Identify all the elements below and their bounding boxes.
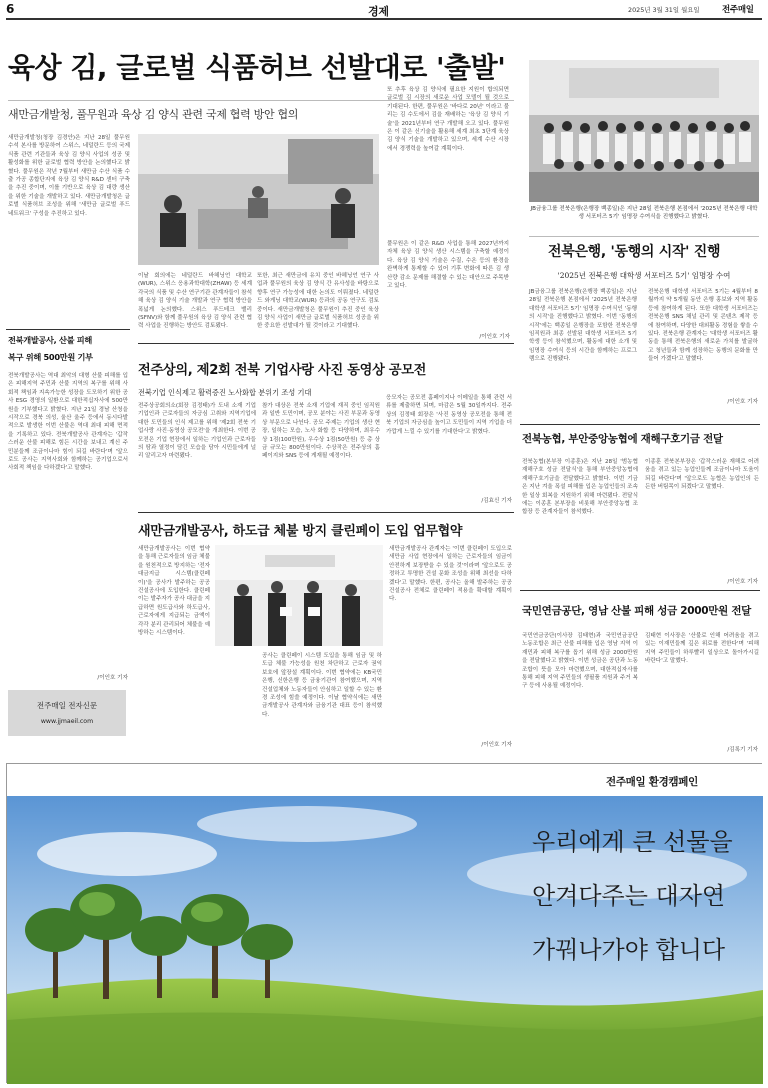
bank-byline: /이인호 기자 <box>727 399 758 405</box>
lead-text-col-2: 이날 회의에는 네덜란드 바헤닝언 대학교(WUR), 스위스 응용과학대학(ZHAW) 등 세계 각국의 식품 및 수산 연구기관 관계자들이 참석해 육상 김 양식 기술 개발과 연구 협력 방안을 폭넓게 논의했다. 스위스 푸드테크 밸리(SFNV)와 함께 풀무원의 육상 김 양식 관련 협력 사업을 진행하는 방안도 검토됐다. <box>138 273 252 330</box>
middle-subheadline: 전북기업 인식제고 활력증진 노사화합 분위기 조성 기대 <box>138 388 312 397</box>
section-title: 경제 <box>368 5 389 18</box>
lead-text-col-5: 또 추후 육상 김 양식에 필요한 지원이 합의되면 글로벌 김 시장의 새로운 사업 모델이 될 것으로 기대된다. 한편, 풀무원은 '바다로 20년' 이라고 불리는 김 수도에서 김을 재배하는 '육상 김 양식 기술'을 2021년부터 연구 개발해 오고 있다. 풀무원은 이 같은 신기술을 활용해 세계 최초 3단계 육상 김 양식 기술을 개발하고 있으며, 세계 수산 시장에서 경쟁력을 높여갈 계획이다. <box>387 87 509 152</box>
nh-headline: 전북농협, 부안중앙농협에 재해구호기금 전달 <box>522 433 723 445</box>
campaign-title: 전주매일 환경캠페인 <box>606 776 698 788</box>
nh-text-col-1: 전북농협(본부장 이종훈)은 지난 28일 '범농협 재해구호 성금 전달식'을 통해 부안중앙농협에 재해구호기금을 전달했다고 밝혔다. 이번 기금은 지난 겨울 폭설 피해를 입은 농업인들의 조속한 일상 회복을 지원하기 위해 마련됐다. 전달식에는 이종훈 본부장을 비롯해 부안중앙농협 조합장 등 관계자들이 참석했다. <box>522 459 638 516</box>
e-paper-ad[interactable] <box>8 690 126 736</box>
nh-text-col-2: 이종훈 전북본부장은 '갑작스러운 재해로 어려움을 겪고 있는 농업인들께 조금이나마 도움이 되길 바란다'며 '앞으로도 농협은 농업인의 든든한 버팀목이 되겠다'고 말했다. <box>645 459 759 491</box>
campaign-line-3: 가꿔나가야 합니다 <box>532 936 726 964</box>
campaign-line-1: 우리에게 큰 선물을 <box>532 828 733 856</box>
lead-text-col-3: 또한, 최근 새만금에 유치 중인 바헤닝언 연구 사업과 풀무원의 육상 김 양식 간 유사성을 바탕으로 향후 연구 가능성에 대한 논의도 이뤄졌다. 네덜란드 와게닝 대학교(WUR) 등과의 공동 연구도 검토 중이다. 새만금개발청은 풀무원이 추진 중인 육상 김 양식 사업이 새만금 글로벌 식품허브 성공을 위한 중요한 선발대가 될 것이라고 기대했다. <box>257 273 379 330</box>
nps-text-col-2: 김태현 이사장은 '산불로 인해 어려움을 겪고 있는 이재민들께 깊은 위로를 전한다'며 '피해 지역 주민들이 하루빨리 일상으로 돌아가시길 바란다'고 말했다. <box>645 633 759 665</box>
page-number: 6 <box>6 2 15 16</box>
sidebar-body: 전북개발공사는 역대 최악의 대형 산불 피해를 입은 피해지역 주민과 산불 지역의 복구를 위해 사회적 책임과 지속가능한 성장을 도모하기 위한 공사 ESG 경영의 일환으로 대한적십자사에 500만원을 기부했다고 밝혔다. 지난 21일 경남 산청을 시작으로 경북 의성, 울산 울주 등에서 동시다발적으로 발생한 이번 산불은 역대 최대 피해 면적을 기록하고 있다. 전북개발공사 관계자는 '갑작스러운 산불 피해로 힘든 시간을 보내고 계신 주민분들께 조금이나마 힘이 되길 바란다'며 '앞으로도 공사는 지역사회와 함께하는 공기업으로서 사회적 책임을 다하겠다'고 말했다. <box>8 373 128 472</box>
lead-text-col-1: 새만금개발청(청장 김경안)은 지난 28일 풀무원 수석 본사를 방문하여 스위스, 네덜란드 등의 국제 식품 관련 기관들과 육상 김 양식 사업의 성공 및 활성화를 위한 글로벌 협력 방안을 논의했다고 밝혔다. 풀무원은 작년 7월부터 새만금 수산 식품 수출 가공 종합단지에 육상 김 양식 R&D 센터 구축을 추진 중이며, 이를 기반으로 육상 김 대량 생산을 위한 기술을 개발하고 있다. 새만금개발청은 글로벌 식품허브 조성을 위해 '새만금 글로벌 푸드 네트워크' 구성을 추진하고 있다. <box>8 135 130 217</box>
bottom-top-rule <box>138 512 514 513</box>
nh-top-rule <box>520 424 760 425</box>
bank-photo <box>529 60 759 202</box>
middle-headline: 전주상의, 제2회 전북 기업사랑 사진 동영상 공모전 <box>138 363 427 378</box>
bottom-byline: /이인호 기자 <box>481 742 512 748</box>
sidebar-subheadline: 복구 위해 500만원 기부 <box>8 352 93 362</box>
nh-byline: /이인호 기자 <box>727 579 758 585</box>
bottom-headline: 새만금개발공사, 하도급 체불 방지 클린페이 도입 업무협약 <box>138 524 463 539</box>
sidebar-top-rule <box>6 329 130 330</box>
issue-date: 2025년 3월 31일 월요일 <box>628 6 700 14</box>
lead-text-col-6: 풀무원은 이 같은 R&D 사업을 통해 2027년까지 자체 육상 김 양식 생산 시스템을 구축할 예정이다. 육상 김 양식 기술은 수질, 수온 등의 환경을 완벽하게 통제할 수 있어 기후 변화에 따른 김 생산량 감소 문제를 해결할 수 있는 대안으로 주목받고 있다. <box>387 241 509 289</box>
bank-text-col-2: 전북은행 대학생 서포터즈 5기는 4월부터 8월까지 약 5개월 동안 은행 홍보와 지역 활동 등에 참여하게 된다. 또한 대학생 서포터즈는 전북은행 SNS 채널 관리 및 콘텐츠 제작 등에 참여하며, 다양한 대외활동 경험을 쌓을 수 있다. 전북은행 관계자는 '대학생 서포터즈 활동을 통해 전북은행의 새로운 가치를 발굴하고 청년들과 함께 성장하는 동행의 문화를 만들어 가겠다'고 말했다. <box>648 289 758 363</box>
nps-top-rule <box>520 590 760 591</box>
middle-text-col-1: 전주상공회의소(회장 김정태)가 도내 소재 기업 기업인과 근로자들의 자긍심 고취와 지역기업에 대한 도민들의 인식 제고를 위해 '제2회 전북 기업사랑 사진·동영상 공모전'을 개최한다. 이번 공모전은 기업 현장에서 일하는 기업인과 근로자들의 땀과 열정이 담긴 모습을 담아 시민들에게 널리 알리고자 마련됐다. <box>138 403 256 460</box>
bank-text-col-1: JB금융그룹 전북은행(은행장 백종일)은 지난 28일 전북은행 본점에서 '2025년 전북은행 대학생 서포터즈 5기' 임명장 수여식인 '동행의 시작'을 진행했다고 밝혔다. 이번 '동행의 시작'에는 백종일 은행장을 포함한 전북은행 임직원과 최종 선발된 대학생 서포터즈 5기 학생 등이 참석했으며, 활동에 대한 소개 및 임명장 수여식 등의 시간을 함께하는 프로그램으로 진행됐다. <box>529 289 637 363</box>
lead-byline: /이인호 기자 <box>479 334 510 340</box>
nps-text-col-1: 국민연금공단(이사장 김태현)과 국민연금공단 노동조합은 최근 산불 피해를 입은 영남 지역 이재민과 피해 복구를 돕기 위해 성금 2000만원을 전달했다고 밝혔다. 이번 성금은 공단과 노동조합이 뜻을 모아 마련했으며, 대한적십자사를 통해 피해 지역 주민들의 생필품 지원과 주거 복구 등에 사용될 예정이다. <box>522 633 638 690</box>
bottom-text-col-1: 새만금개발공사는 이번 협약을 통해 근로자들의 임금 체불을 원천적으로 방지하는 '전자대금지급 시스템(클린페이)'을 공사가 발주하는 공공 건설공사에 도입한다. 클린페이는 발주자가 공사 대금을 지급하면 원도급사와 하도급사, 근로자에게 지급되는 금액이 각각 분리 관리되어 체불을 예방하는 시스템이다. <box>138 546 210 636</box>
sidebar-headline: 전북개발공사, 산불 피해 <box>8 335 93 345</box>
agreement-photo <box>215 545 383 646</box>
campaign-line-2: 안겨다주는 대자연 <box>532 882 726 910</box>
lead-headline: 육상 김, 글로벌 식품허브 선발대로 '출발' <box>8 51 506 84</box>
nps-byline: /김록기 기자 <box>727 747 758 753</box>
campaign-ad <box>6 763 762 1083</box>
lead-photo <box>138 134 379 265</box>
bank-photo-caption: JB금융그룹 전북은행(은행장 백종일)은 지난 28일 전북은행 본점에서 '2025년 전북은행 대학생 서포터즈 5기' 임명장 수여식을 진행했다고 밝혔다. <box>530 206 758 221</box>
middle-top-rule <box>138 343 514 344</box>
lead-subheadline: 새만금개발청, 풀무원과 육상 김 양식 관련 국제 협력 방안 협의 <box>8 108 299 121</box>
nps-headline: 국민연금공단, 영남 산불 피해 성금 2000만원 전달 <box>522 605 752 617</box>
bottom-text-col-3: 새만금개발공사 관계자는 '이번 클린페이 도입으로 새만금 사업 현장에서 일하는 근로자들의 임금이 안전하게 보장받을 수 있을 것'이라며 '앞으로도 공정하고 투명한 건설 문화 조성을 위해 최선을 다하겠다'고 말했다. 한편, 공사는 올해 발주하는 공공 건설공사 전체로 클린페이 적용을 확대할 계획이다. <box>389 546 512 603</box>
sidebar-byline: /이인호 기자 <box>97 675 128 681</box>
e-paper-ad-title: 전주매일 전자신문 <box>36 701 98 710</box>
campaign-landscape <box>7 764 763 1084</box>
e-paper-ad-url[interactable]: www.jjmaeil.com <box>40 718 94 725</box>
middle-text-col-2: 참가 대상은 전북 소재 기업에 재직 중인 임직원과 일반 도민이며, 공모 분야는 사진 부문과 동영상 부문으로 나뉜다. 공모 주제는 기업의 생산 현장, 일하는 모습, 노사 화합 등 다양하며, 최우수상 1점(100만원), 우수상 1점(50만원) 등 총 상금 규모는 800만원이다. 수상작은 전주상의 홈페이지와 SNS 등에 게재될 예정이다. <box>262 403 380 460</box>
bank-subheadline: '2025년 전북은행 대학생 서포터즈 5기' 임명장 수여 <box>557 271 731 280</box>
bank-headline: 전북은행, '동행의 시작' 진행 <box>548 244 721 260</box>
bottom-text-col-2: 공사는 클린페이 시스템 도입을 통해 임금 및 하도급 체불 가능성을 원천 차단하고 근로자 권익 보호에 앞장설 계획이다. 이번 협약에는 KB국민은행, 신한은행 등 금융기관이 참여했으며, 지역 건설업체와 노동자들이 안심하고 일할 수 있는 환경 조성에 힘쓸 예정이다. 이날 협약식에는 새만금개발공사 관계자와 금융기관 대표 등이 참석했다. <box>262 653 382 718</box>
masthead-rule <box>6 18 762 20</box>
middle-text-col-3: 응모자는 공모전 홈페이지나 이메일을 통해 관련 서류를 제출하면 되며, 마감은 5월 30일까지다. 전주상의 김정태 회장은 '사진 동영상 공모전을 통해 전북 기업의 자긍심을 높이고 도민들이 지역 기업을 더 가깝게 느낄 수 있기를 기대한다'고 밝혔다. <box>386 395 512 435</box>
paper-name: 전주매일 <box>722 5 754 15</box>
middle-byline: /김효신 기자 <box>481 498 512 504</box>
